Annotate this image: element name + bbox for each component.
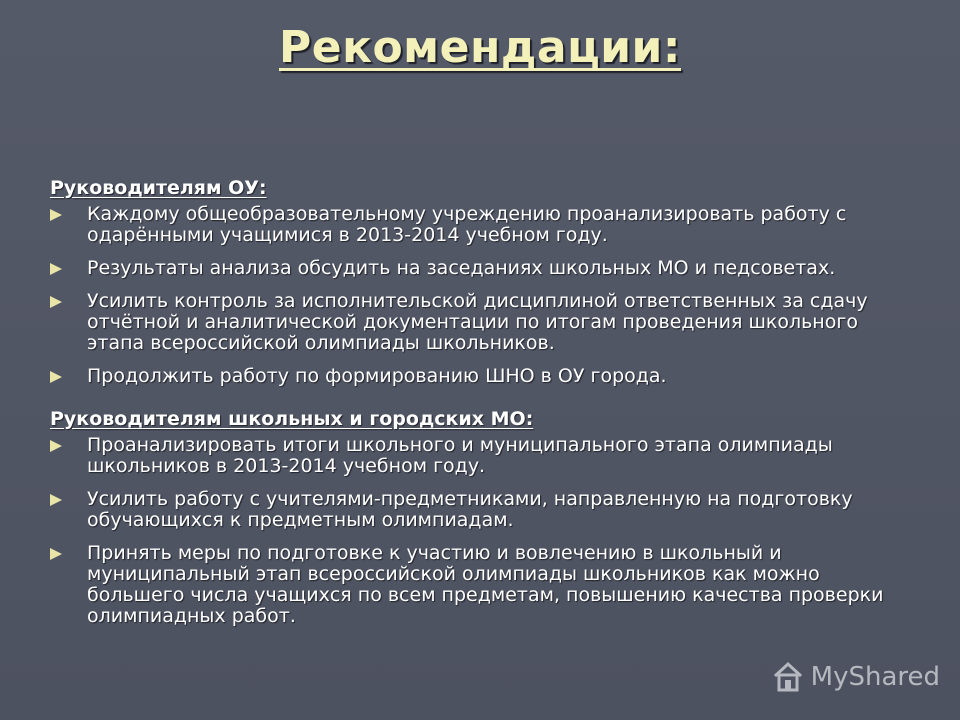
bullet-item [50,258,910,279]
bullet-list-mo-heads [50,435,910,627]
triangle-bullet-icon [50,371,62,383]
bullet-item [50,366,910,387]
bullet-item [50,489,910,531]
bullet-text: Продолжить работу по формированию ШНО в ОУ города. [87,365,667,387]
section-heading-mo-heads: Руководителям школьных и городских МО: [50,408,534,430]
triangle-bullet-icon [50,548,62,560]
bullet-item [50,543,910,627]
triangle-bullet-icon [50,209,62,221]
slide-title: Рекомендации: [279,22,681,73]
bullet-text: Усилить контроль за исполнительской дисциплиной ответственных за сдачу отчётной и аналитической документации по итогам проведения школьного этапа всероссийской олимпиады школьников. [87,290,868,354]
section-heading-school-heads: Руководителям ОУ: [50,177,267,199]
triangle-bullet-icon [50,263,62,275]
triangle-bullet-icon [50,440,62,452]
bullet-item [50,435,910,477]
triangle-bullet-icon [50,296,62,308]
bullet-text: Результаты анализа обсудить на заседаниях школьных МО и педсоветах. [87,257,836,279]
bullet-text: Усилить работу с учителями-предметниками, направленную на подготовку обучающихся к предметным олимпиадам. [87,488,853,531]
bullet-item [50,291,910,354]
bullet-item [50,204,910,246]
bullet-text: Проанализировать итоги школьного и муниципального этапа олимпиады школьников в 2013-2014 учебном году. [87,434,833,477]
watermark-text: MyShared [810,662,940,692]
slide-content [50,176,910,639]
bullet-list-school-heads [50,204,910,387]
bullet-text: Принять меры по подготовке к участию и вовлечению в школьный и муниципальный этап всероссийской олимпиады школьников как можно большего числа учащихся по всем предметам, повышению качества проверки олимпиадных работ. [87,542,884,627]
bullet-text: Каждому общеобразовательному учреждению проанализировать работу с одарёнными учащимися в 2013-2014 учебном году. [87,203,847,246]
house-icon [771,660,805,694]
triangle-bullet-icon [50,494,62,506]
watermark [771,660,940,694]
